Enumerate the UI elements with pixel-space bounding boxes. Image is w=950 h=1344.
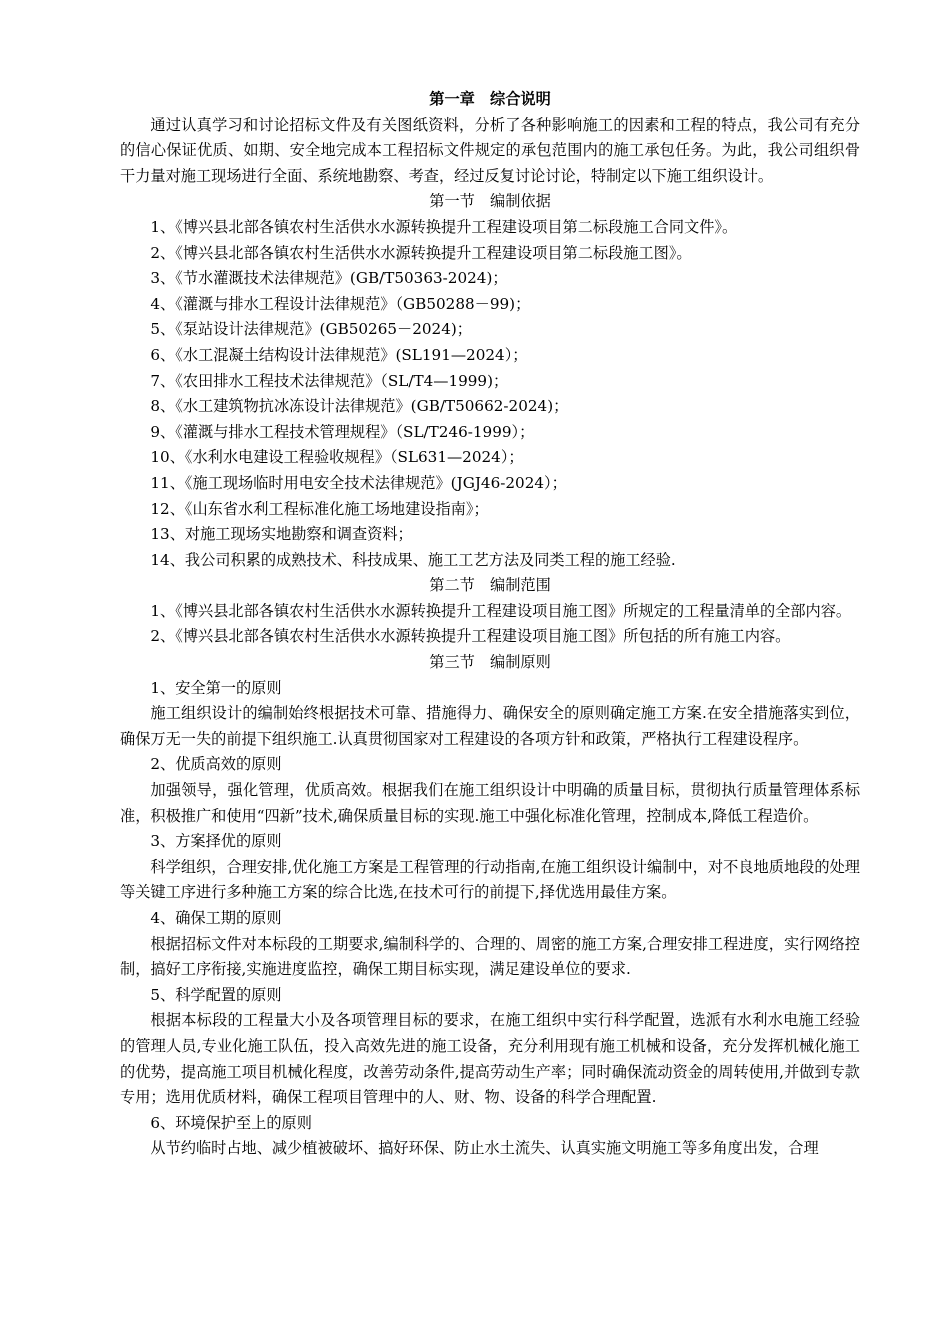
list-item: 8、《水工建筑物抗冰冻设计法律规范》(GB/T50662-2024)； [150,397,569,416]
list-item: 13、对施工现场实地勘察和调查资料； [150,525,413,544]
scope-item: 2、《博兴县北部各镇农村生活供水水源转换提升工程建设项目施工图》所包括的所有施工内容。 [150,627,791,646]
principle-heading: 4、确保工期的原则 [150,909,282,927]
list-item: 10、《水利水电建设工程验收规程》（SL631—2024）； [150,448,524,467]
principle-heading: 3、方案择优的原则 [150,832,282,851]
list-item: 1、《博兴县北部各镇农村生活供水水源转换提升工程建设项目第二标段施工合同文件》。 [150,217,738,236]
section-1-title: 第一节 编制依据 [429,192,551,211]
document-body [120,87,860,1162]
principle-heading: 1、安全第一的原则 [150,678,282,697]
list-item: 4、《灌溉与排水工程设计法律规范》（GB50288－99)； [150,294,531,313]
chapter-title: 第一章 综合说明 [429,90,551,108]
principle-text: 从节约临时占地、减少植被破坏、搞好环保、防止水土流失、认真实施文明施工等多角度出发，合理 [150,1139,819,1158]
section-1-list [120,215,860,573]
list-item: 2、《博兴县北部各镇农村生活供水水源转换提升工程建设项目第二标段施工图》。 [150,243,692,262]
principle-heading: 2、优质高效的原则 [150,755,282,774]
intro-paragraph: 通过认真学习和讨论招标文件及有关图纸资料，分析了各种影响施工的因素和工程的特点，我公司有充分的信心保证优质、如期、安全地完成本工程招标文件规定的承包范围内的施工承包任务。为此，我公司组织骨干力量对施工现场进行全面、系统地勘察、考查，经过反复讨论讨论，特制定以下施工组织设计。 [120,115,860,185]
list-item: 7、《农田排水工程技术法律规范》（SL/T4—1999)； [150,371,509,390]
section-3-title: 第三节 编制原则 [429,653,551,672]
list-item: 9、《灌溉与排水工程技术管理规程》（SL/T246-1999）； [150,422,535,441]
principle-text: 科学组织，合理安排,优化施工方案是工程管理的行动指南,在施工组织设计编制中，对不良地质地段的处理等关键工序进行多种施工方案的综合比选,在技术可行的前提下,择优选用最佳方案。 [120,857,860,902]
principle-text: 根据招标文件对本标段的工期要求,编制科学的、合理的、周密的施工方案,合理安排工程进度，实行网络控制，搞好工序衔接,实施进度监控，确保工期目标实现，满足建设单位的要求. [120,934,860,979]
list-item: 3、《节水灌溉技术法律规范》(GB/T50363-2024)； [150,269,508,288]
scope-item: 1、《博兴县北部各镇农村生活供水水源转换提升工程建设项目施工图》所规定的工程量清单的全部内容。 [150,601,852,620]
list-item: 14、我公司积累的成熟技术、科技成果、施工工艺方法及同类工程的施工经验. [150,550,676,569]
principle-heading: 6、环境保护至上的原则 [150,1113,312,1132]
list-item: 6、《水工混凝土结构设计法律规范》(SL191—2024）； [150,345,528,364]
section-2-title: 第二节 编制范围 [429,576,551,595]
principle-text: 施工组织设计的编制始终根据技术可靠、措施得力、确保安全的原则确定施工方案.在安全措施落实到位，确保万无一失的前提下组织施工.认真贯彻国家对工程建设的各项方针和政策，严格执行工程建设程序。 [120,704,860,748]
list-item: 5、《泵站设计法律规范》(GB50265－2024)； [150,320,472,339]
list-item: 12、《山东省水利工程标准化施工场地建设指南》； [150,499,489,518]
principle-text: 根据本标段的工程量大小及各项管理目标的要求，在施工组织中实行科学配置，选派有水利水电施工经验的管理人员,专业化施工队伍，投入高效先进的施工设备，充分利用现有施工机械和设备，充分发挥机械化施工的优势，提高施工项目机械化程度，改善劳动条件,提高劳动生产率；同时确保流动资金的周转使用,并做到专款专用；选用优质材料，确保工程项目管理中的人、财、物、设备的科学合理配置. [120,1011,860,1107]
list-item: 11、《施工现场临时用电安全技术法律规范》(JGJ46-2024）； [150,473,567,492]
principle-text: 加强领导，强化管理，优质高效。根据我们在施工组织设计中明确的质量目标，贯彻执行质量管理体系标准，积极推广和使用“四新”技术,确保质量目标的实现.施工中强化标准化管理，控制成本,降低工程造价。 [120,781,860,825]
principle-heading: 5、科学配置的原则 [150,985,282,1004]
